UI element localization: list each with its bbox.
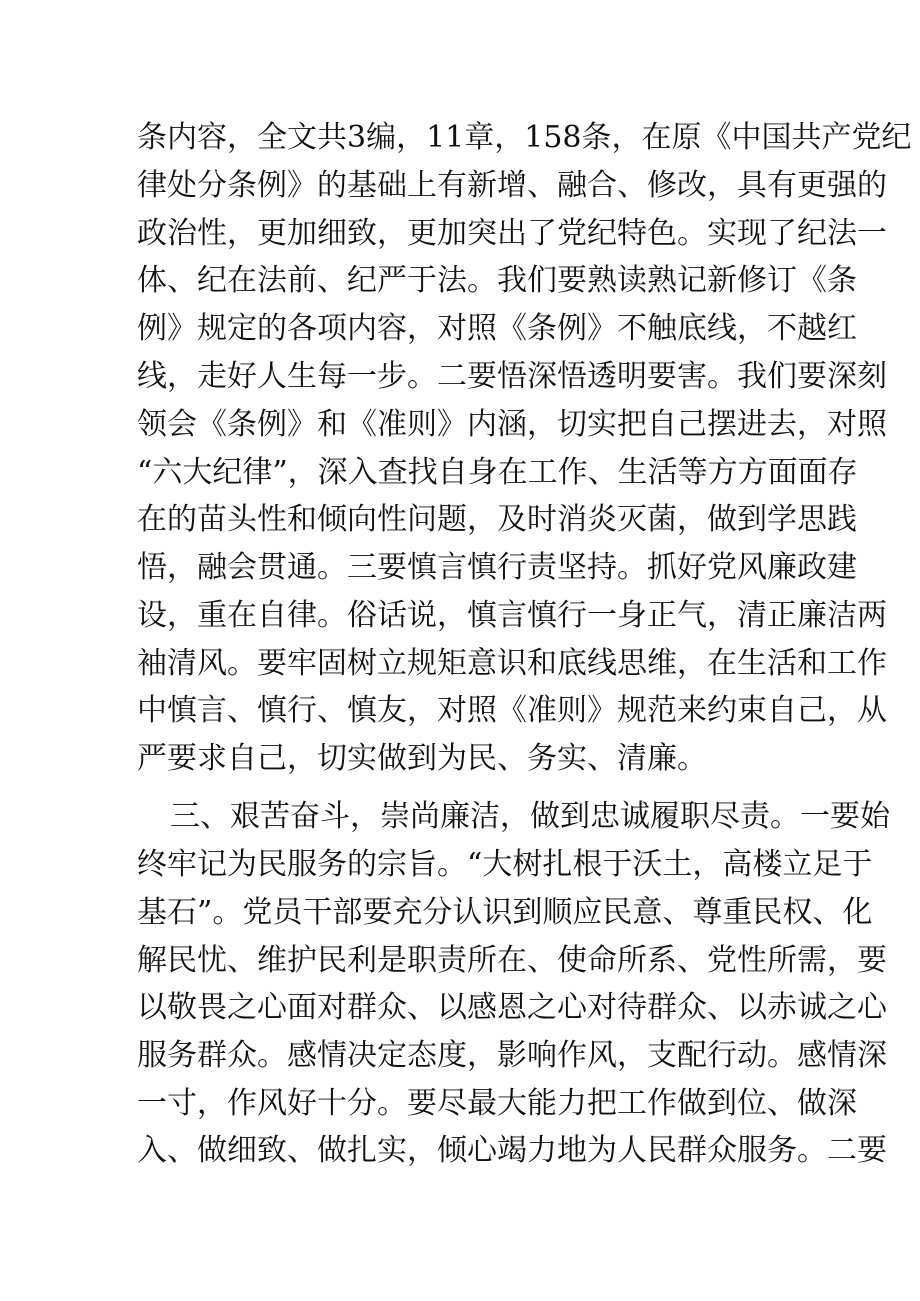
text-line: 严要求自己，切实做到为民、务实、清廉。 [137, 741, 707, 776]
text-line: 例》规定的各项内容，对照《条例》不触底线，不越红 [137, 311, 857, 346]
text-line: 条内容，全文共3编，11章，158条，在原《中国共产党纪 [137, 120, 912, 155]
text-line: 服务群众。感情决定态度，影响作风，支配行动。感情深 [137, 1038, 887, 1073]
text-line: 一寸，作风好十分。要尽最大能力把工作做到位、做深 [137, 1086, 857, 1121]
paragraph-first-line: 三、艰苦奋斗，崇尚廉洁，做到忠诚履职尽责。一要始 [170, 799, 890, 834]
text-line: 基石”。党员干部要充分认识到顺应民意、尊重民权、化 [137, 895, 873, 930]
text-line: 设，重在自律。俗话说，慎言慎行一身正气，清正廉洁两 [137, 598, 887, 633]
text-line: 终牢记为民服务的宗旨。“大树扎根于沃土，高楼立足于 [137, 847, 873, 882]
text-line: 解民忧、维护民利是职责所在、使命所系、党性所需，要 [137, 943, 887, 978]
text-line: 入、做细致、做扎实，倾心竭力地为人民群众服务。二要 [137, 1133, 887, 1168]
text-line: 在的苗头性和倾向性问题，及时消炎灭菌，做到学思践 [137, 502, 857, 537]
text-line: 政治性，更加细致，更加突出了党纪特色。实现了纪法一 [137, 216, 887, 251]
text-line: 悟，融会贯通。三要慎言慎行责坚持。抓好党风廉政建 [137, 550, 857, 585]
text-line: 以敬畏之心面对群众、以感恩之心对待群众、以赤诚之心 [137, 990, 887, 1025]
text-line: “六大纪律”，深入查找自身在工作、生活等方方面面存 [137, 455, 858, 490]
text-line: 中慎言、慎行、慎友，对照《准则》规范来约束自己，从 [137, 693, 887, 728]
text-line: 律处分条例》的基础上有新增、融合、修改，具有更强的 [137, 168, 887, 203]
text-line: 体、纪在法前、纪严于法。我们要熟读熟记新修订《条 [137, 263, 857, 298]
text-line: 袖清风。要牢固树立规矩意识和底线思维，在生活和工作 [137, 646, 887, 681]
text-line: 线，走好人生每一步。二要悟深悟透明要害。我们要深刻 [137, 359, 887, 394]
text-line: 领会《条例》和《准则》内涵，切实把自己摆进去，对照 [137, 407, 887, 442]
